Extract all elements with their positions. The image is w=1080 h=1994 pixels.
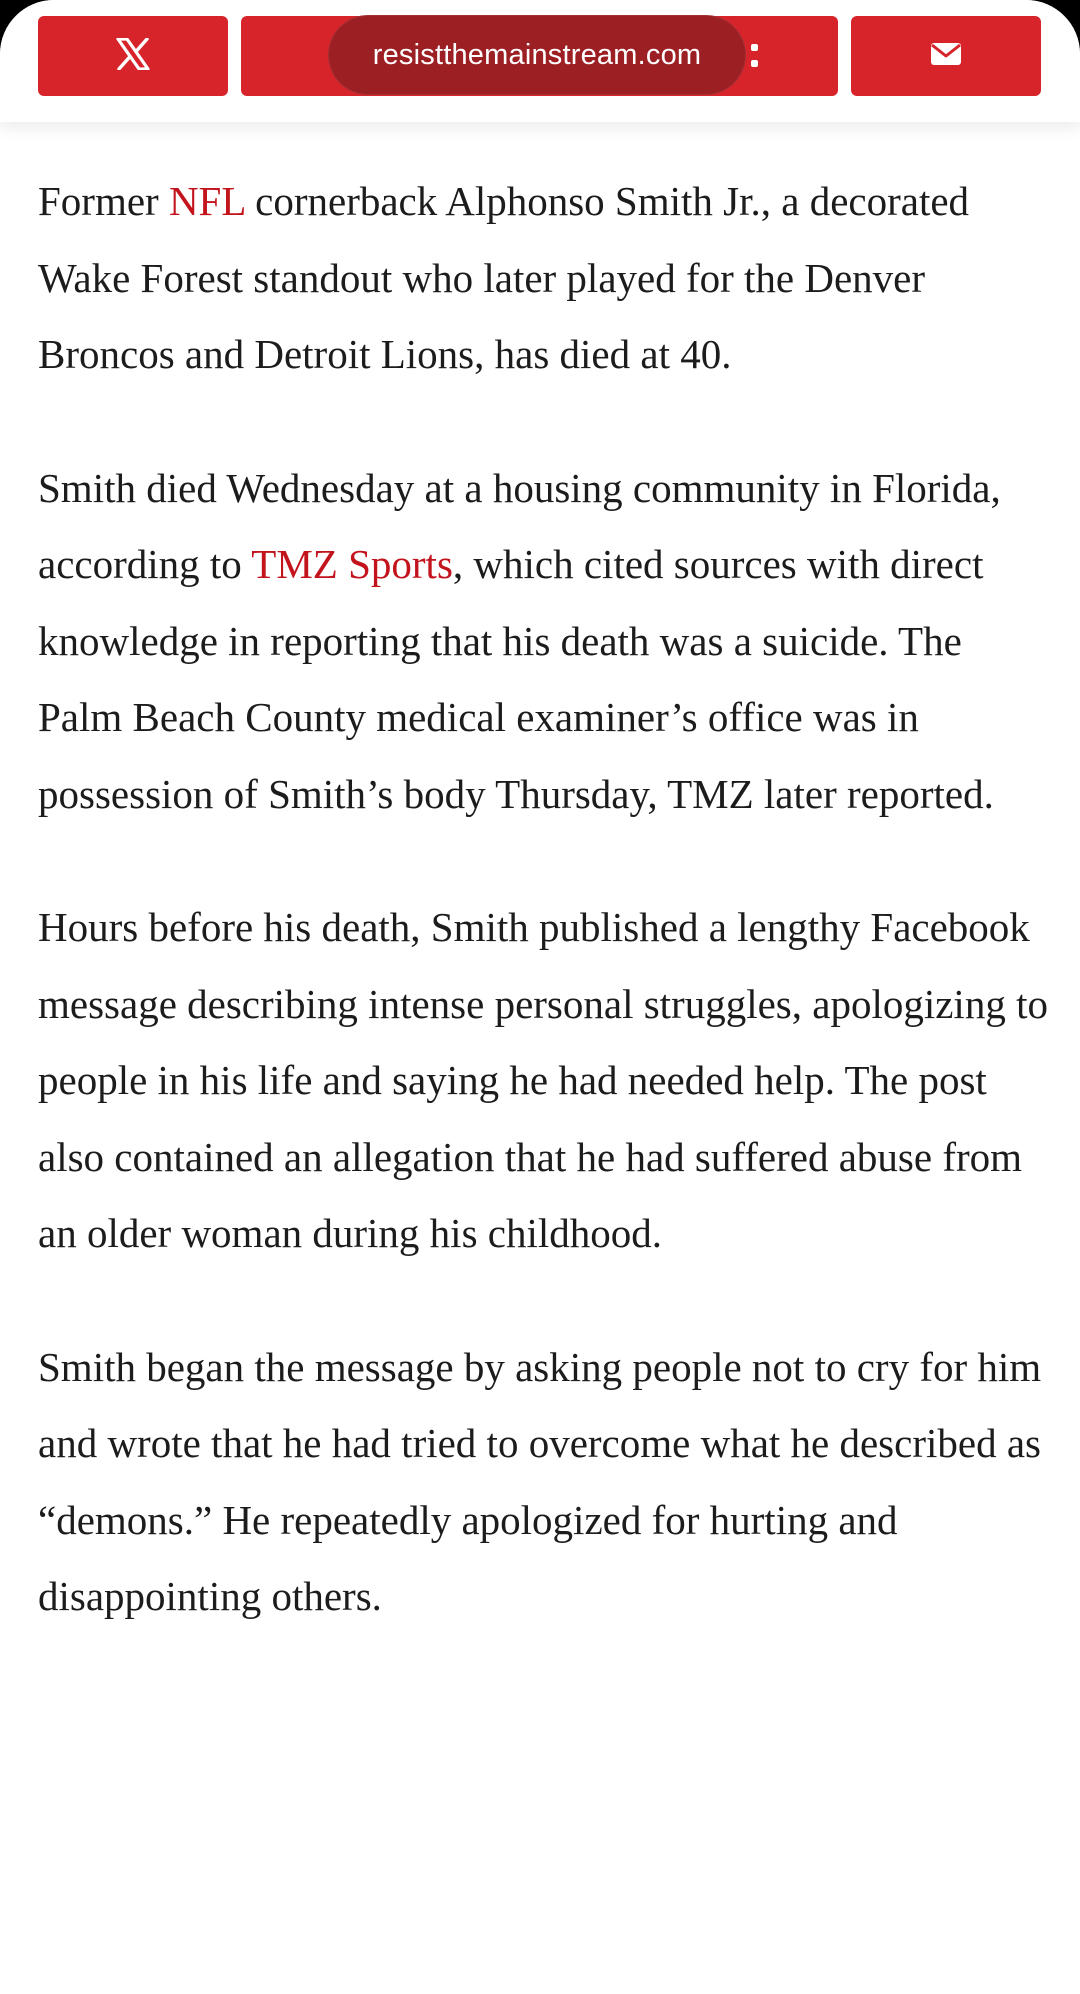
- dots-icon[interactable]: [748, 40, 762, 76]
- nfl-link[interactable]: NFL: [168, 178, 245, 224]
- paragraph-2: [38, 450, 1048, 833]
- p2-text-before: Smith died Wednesday at a housing community in Florida, according to: [38, 464, 1001, 587]
- p2-text-after: , which cited sources with direct knowledge in reporting that his death was a suicide. The Palm Beach County medical examiner’s office was in possession of Smith’s body Thursday, TMZ later reported.: [38, 541, 994, 817]
- url-text: resistthemainstream.com: [372, 38, 702, 71]
- p1-text-after: cornerback Alphonso Smith Jr., a decorated Wake Forest standout who later played for the Denver Broncos and Detroit Lions, has died at 40.: [38, 178, 970, 377]
- paragraph-4: Smith began the message by asking people not to cry for him and wrote that he had tried to overcome what he described as “demons.” He repeatedly apologized for hurting and disappointing others.: [38, 1343, 1042, 1619]
- tmz-sports-link[interactable]: TMZ Sports: [251, 541, 453, 587]
- share-x-button[interactable]: [38, 16, 228, 96]
- p1-text-before: Former: [38, 178, 169, 224]
- url-pill[interactable]: [328, 15, 746, 95]
- article-body: [38, 163, 1048, 1692]
- share-email-button[interactable]: [851, 16, 1041, 96]
- paragraph-3: Hours before his death, Smith published a lengthy Facebook message describing intense personal struggles, apologizing to people in his life and saying he had needed help. The post also contained an allegation that he had suffered abuse from an older woman during his childhood.: [38, 904, 1048, 1256]
- paragraph-1: [38, 163, 1048, 393]
- envelope-icon: [930, 42, 962, 71]
- x-logo-icon: [116, 38, 150, 75]
